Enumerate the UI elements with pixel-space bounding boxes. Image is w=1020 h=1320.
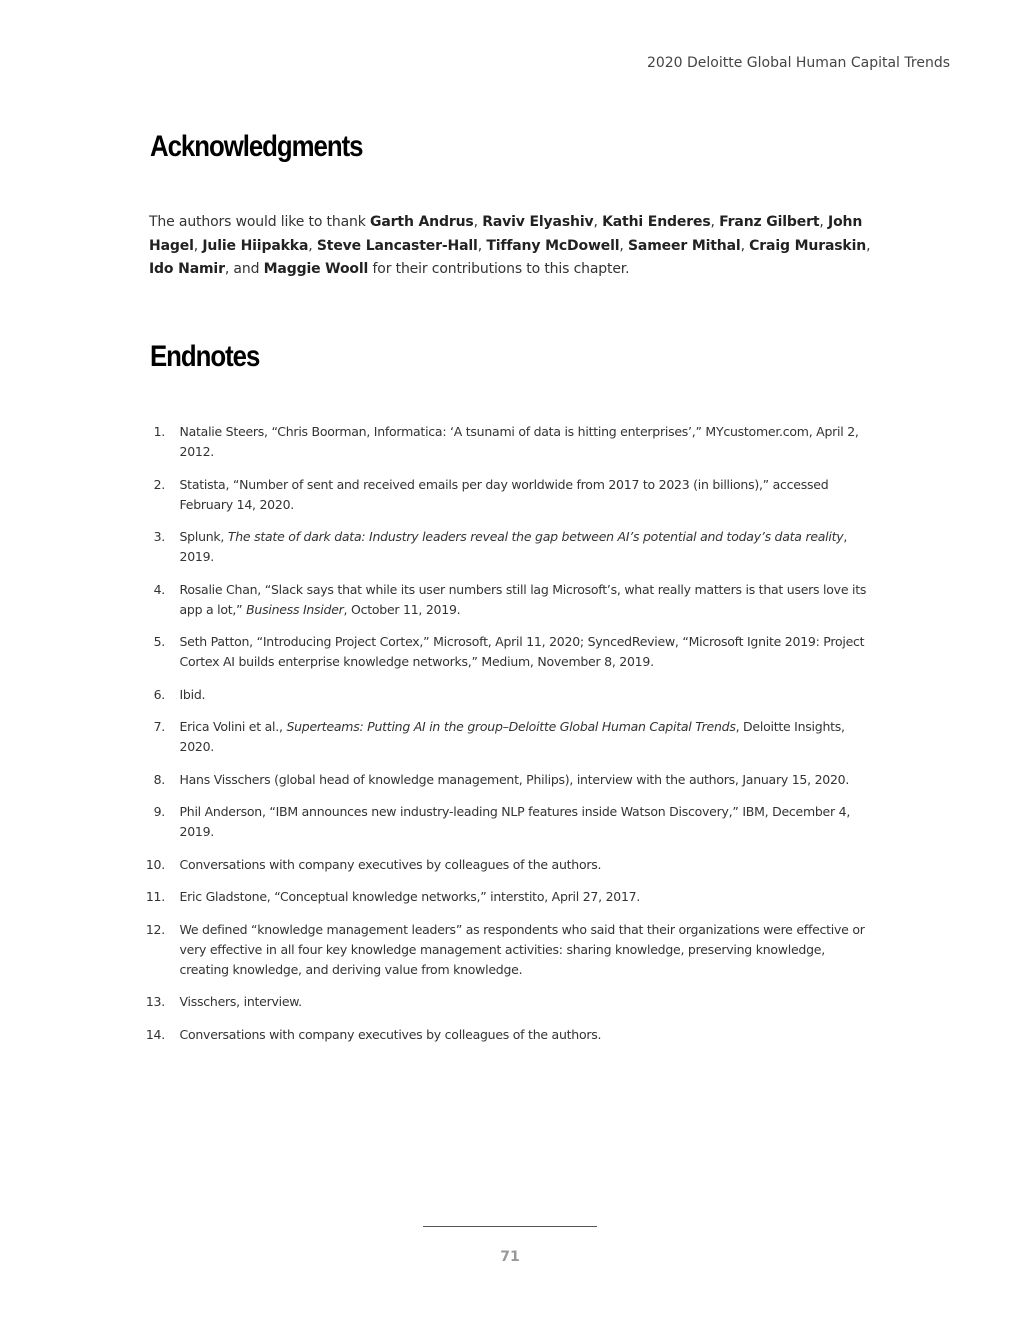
endnote-italic-title: Business Insider [246,601,344,617]
endnote-text: Phil Anderson, “IBM announces new industry-leading NLP features inside Watson Discovery,” IBM, December 4, 2019. [179,804,851,839]
endnote-number: 12. [145,921,165,937]
acknowledged-name: Raviv Elyashiv [482,214,594,230]
endnote-item [148,475,872,515]
endnotes-heading: Endnotes [150,340,260,373]
endnote-text: Hans Visschers (global head of knowledge management, Philips), interview with the authors, January 15, 2020. [179,771,850,787]
endnote-item [148,685,872,705]
endnote-text-end: , Deloitte Insights, 2020. [179,719,845,754]
endnote-number: 3. [153,529,165,544]
acknowledgments-paragraph: The authors would like to thank Garth Andrus, Raviv Elyashiv, Kathi Enderes, Franz Gilbert, John Hagel, Julie Hiipakka, Steve Lancaster-Hall, Tiffany McDowell, Sameer Mithal, Craig Muraskin, Ido Namir, and Maggie Wooll for their contributions to this chapter. [149,214,871,277]
endnote-number: 2. [153,476,165,492]
running-header-title: 2020 Deloitte Global Human Capital Trends [646,55,950,71]
endnote-item [145,887,872,907]
endnote-number: 10. [145,856,165,872]
endnote-number: 8. [153,771,165,787]
acknowledgments-intro: The authors would like to thank [149,214,371,230]
endnote-text: Rosalie Chan, “Slack says that while its user numbers still lag Microsoft’s, what really matters is that users love its app a lot,” [179,581,867,617]
acknowledged-name: Ido Namir [149,261,225,277]
endnote-text: Erica Volini et al., [179,719,287,734]
endnote-number: 11. [145,889,165,904]
endnote-text: Statista, “Number of sent and received emails per day worldwide from 2017 to 2023 (in billions),” accessed February 14, 2020. [179,476,829,512]
footer-divider [423,1226,597,1227]
endnote-text: Ibid. [179,686,206,702]
acknowledged-name: Tiffany McDowell [486,237,620,254]
endnote-text: Seth Patton, “Introducing Project Cortex,” Microsoft, April 11, 2020; SyncedReview, “Microsoft Ignite 2019: Project Cortex AI builds enterprise knowledge networks,” Medium, November 8, 2019. [179,634,865,669]
endnote-text: Conversations with company executives by colleagues of the authors. [179,1026,602,1042]
endnote-number: 9. [153,804,165,819]
endnote-text: We defined “knowledge management leaders” as respondents who said that their organizations were effective or very effective in all four key knowledge management activities: sharing knowledge, preserving knowledge, creating knowledge, and deriving value from knowledge. [179,921,865,977]
endnote-item [148,770,872,790]
acknowledgments-outro: for their contributions to this chapter. [368,261,630,277]
endnote-item [145,1025,872,1045]
endnote-text: Visschers, interview. [179,994,302,1009]
endnotes-list [145,422,872,1057]
acknowledged-name: Steve Lancaster-Hall [316,237,478,254]
endnote-text: Natalie Steers, “Chris Boorman, Informatica: ‘A tsunami of data is hitting enterprises’,” MYcustomer.com, April 2, 2012. [179,424,859,459]
endnote-number: 14. [145,1026,165,1042]
endnote-item [148,580,872,620]
endnote-item [145,855,872,875]
endnote-text: Splunk, [179,529,228,544]
acknowledged-name: Julie Hiipakka [202,237,309,254]
endnote-text: Conversations with company executives by colleagues of the authors. [179,856,602,872]
endnote-item [148,802,872,842]
endnote-item [145,920,872,980]
endnote-item [145,992,872,1012]
endnote-number: 4. [153,581,165,597]
endnote-item [148,527,872,567]
acknowledged-name: Craig Muraskin [749,237,867,254]
page-number: 71 [500,1249,520,1265]
endnote-item [148,632,872,672]
acknowledged-name: Sameer Mithal [627,237,741,254]
acknowledged-name: Garth Andrus [370,214,474,230]
endnote-item [148,422,872,462]
acknowledged-name: John Hagel [149,214,863,254]
acknowledgments-heading: Acknowledgments [150,130,363,163]
endnote-text-end: , October 11, 2019. [343,601,461,617]
endnote-italic-title: Superteams: Putting AI in the group–Deloitte Global Human Capital Trends [286,719,736,734]
endnote-text-end: , 2019. [179,529,848,564]
endnote-italic-title: The state of dark data: Industry leaders reveal the gap between AI’s potential and today’s data reality [227,529,844,544]
endnote-text: Eric Gladstone, “Conceptual knowledge networks,” interstito, April 27, 2017. [179,889,641,904]
endnote-item [148,717,872,757]
acknowledged-name: Franz Gilbert [719,214,820,230]
endnote-number: 7. [153,719,165,734]
endnote-number: 6. [153,686,165,702]
endnote-number: 13. [145,994,165,1009]
endnote-number: 1. [153,424,165,439]
endnote-number: 5. [153,634,165,649]
acknowledged-name: Kathi Enderes [602,214,711,230]
acknowledged-name: Maggie Wooll [263,261,369,277]
